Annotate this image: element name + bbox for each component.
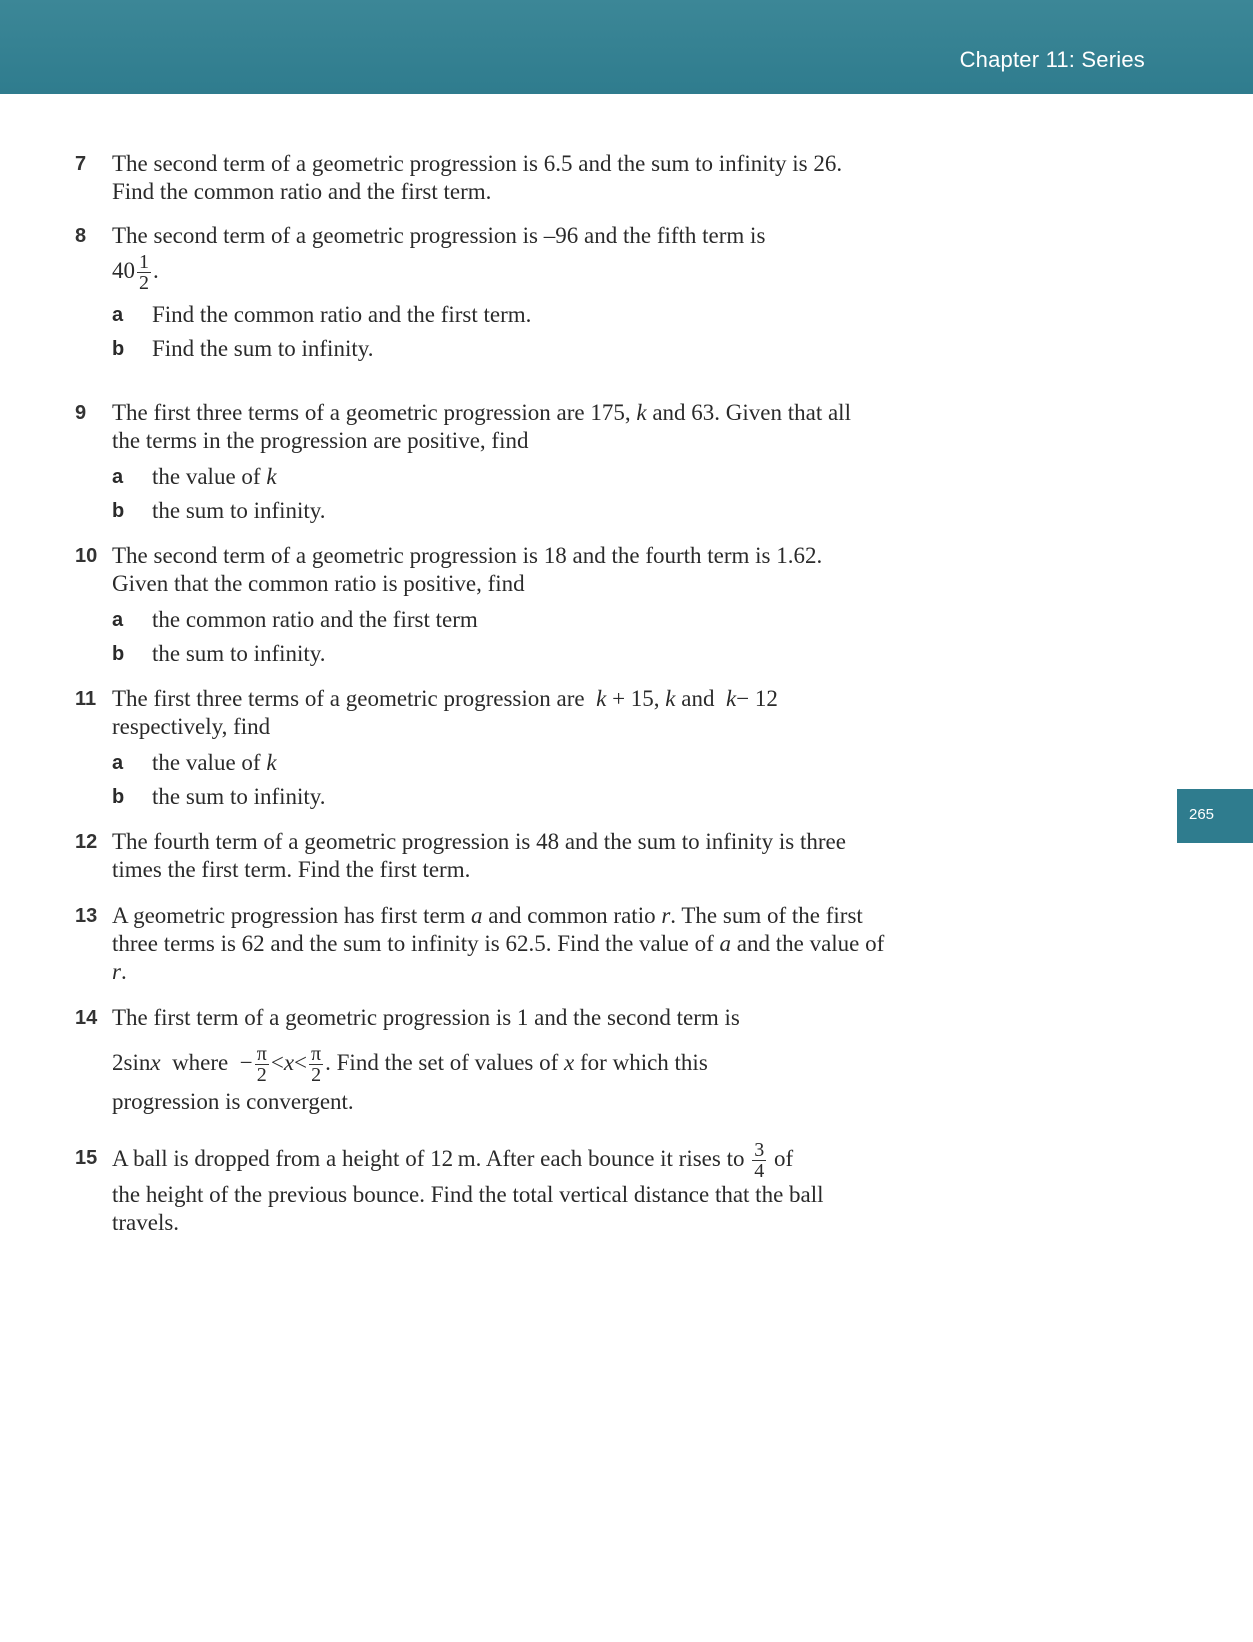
question-number: 13 [75,905,98,927]
question-10 [75,542,905,671]
question-text: The second term of a geometric progression is –96 and the fifth term is [112,223,766,248]
part-a: a the common ratio and the first term [112,607,478,632]
question-parts [112,603,905,671]
question-inequality-line: 2sinx where − $\frac{\pi}{2}$ <x< $\frac{\pi}{2}$ . Find the set of values of x for which this [112,1043,708,1087]
question-8 [75,222,905,366]
question-text: The first three terms of a geometric progression are 175, k and 63. Given that all the terms in the progression are positive, find [112,400,851,453]
question-parts [112,460,905,528]
question-text-line3: progression is convergent. [112,1089,354,1114]
question-text: The fourth term of a geometric progression is 48 and the sum to infinity is three times the first term. Find the first term. [112,829,846,882]
part-b: b the sum to infinity. [112,498,326,523]
question-7 [75,150,905,206]
question-parts [112,746,905,814]
question-text: A geometric progression has first term a and common ratio r. The sum of the first three terms is 62 and the sum to infinity is 62.5. Find the value of a and the value of r. [112,903,885,984]
question-15 [75,1140,905,1237]
question-text-line1: The first term of a geometric progression is 1 and the second term is [112,1005,740,1030]
part-b: b the sum to infinity. [112,784,326,809]
part-b: b the sum to infinity. [112,641,326,666]
question-number: 11 [75,688,97,710]
question-14 [75,1004,905,1116]
question-11 [75,685,905,814]
question-number: 12 [75,831,98,853]
question-12 [75,828,905,884]
fraction-pi-over-2: $\frac{\pi}{2}$ [311,1043,322,1087]
question-number: 15 [75,1147,98,1169]
fraction-pi-over-2: $\frac{\pi}{2}$ [256,1043,267,1087]
page-number-tab [1177,789,1253,843]
question-number: 8 [75,225,87,247]
page-number: 265 [1189,806,1215,823]
part-a: a the value of k [112,750,277,775]
question-text: A ball is dropped from a height of 12 m. After each bounce it rises to $\frac{3}{4}$ of the height of the previous bounce. Find the total vertical distance that the ball travels. [112,1139,824,1235]
question-number: 9 [75,402,87,424]
part-a: a the value of k [112,464,277,489]
fraction: $\frac{1}{2}$ [139,251,149,294]
question-9 [75,399,905,528]
question-number: 14 [75,1007,98,1029]
question-13 [75,902,905,986]
part-a: a Find the common ratio and the first term. [112,302,532,327]
question-parts [112,298,905,366]
question-text: The second term of a geometric progression is 6.5 and the sum to infinity is 26. Find the common ratio and the first term. [112,151,843,204]
question-number: 7 [75,153,87,175]
part-b: b Find the sum to infinity. [112,336,374,361]
fraction-three-quarters: $\frac{3}{4}$ [754,1139,765,1182]
mixed-number: 40 $\frac{1}{2}$ . [112,251,159,294]
question-text: The second term of a geometric progression is 18 and the fourth term is 1.62. Given that the common ratio is positive, find [112,543,823,596]
question-text: The first three terms of a geometric progression are k + 15, k and k− 12 respectively, find [112,686,778,739]
question-number: 10 [75,545,98,567]
chapter-header-band [0,0,1253,94]
chapter-title: Chapter 11: Series [959,47,1145,72]
